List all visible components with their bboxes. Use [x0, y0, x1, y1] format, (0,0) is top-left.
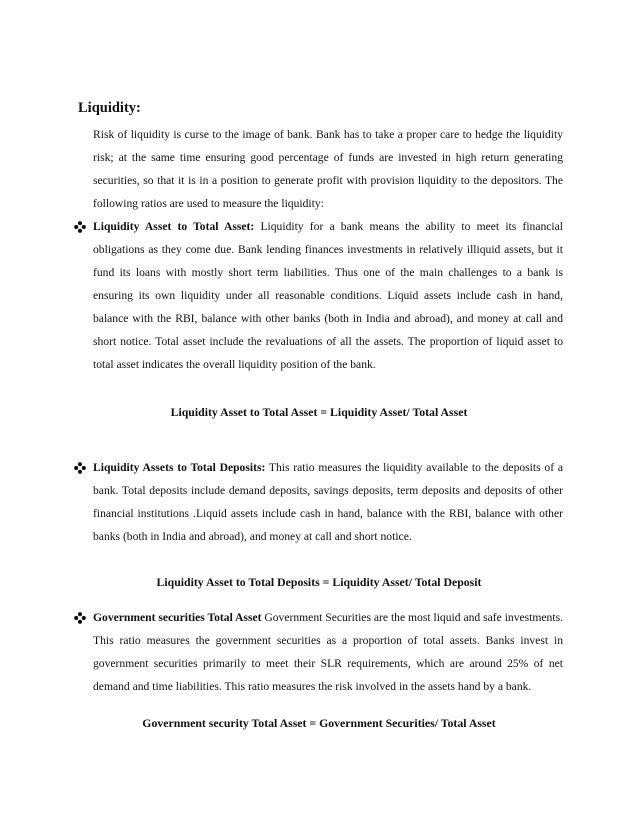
formula-liquidity-asset-total-asset: Liquidity Asset to Total Asset = Liquidity Asset/ Total Asset: [170, 405, 468, 419]
term-label: Liquidity Asset to Total Asset:: [93, 220, 255, 233]
diamond-bullet-icon: [74, 215, 88, 233]
diamond-bullet-icon: [74, 606, 88, 624]
section-body: This ratio measures the liquidity available to the deposits of a bank. Total deposits include demand deposits, savings deposits, term deposits and deposits of other financial institutions .Liquid assets include cash in hand, balance with the RBI, balance with other banks (both in India and abroad), and money at call and short notice.: [93, 461, 563, 543]
section-body: Government Securities are the most liquid and safe investments. This ratio measures the government securities as a proportion of total assets. Banks invest in government securities primarily to meet their SLR requirements, which are around 25% of net demand and time liabilities. This ratio measures the risk involved in the assets hand by a bank.: [93, 611, 563, 693]
formula-liquidity-asset-total-deposits: Liquidity Asset to Total Deposits = Liquidity Asset/ Total Deposit: [156, 575, 482, 589]
diamond-bullet-icon: [74, 456, 88, 474]
section-liquidity-asset-total-asset: [93, 215, 563, 376]
intro-paragraph: Risk of liquidity is curse to the image of bank. Bank has to take a proper care to hedge the liquidity risk; at the same time ensuring good percentage of funds are invested in high return generating securities, so that it is in a position to generate profit with provision liquidity to the depositors. The following ratios are used to measure the liquidity:: [93, 128, 563, 210]
term-label: Liquidity Assets to Total Deposits:: [93, 461, 266, 474]
section-liquidity-assets-total-deposits: [93, 456, 563, 548]
section-heading: Liquidity:: [78, 100, 141, 116]
formula-government-security-total-asset: Government security Total Asset = Government Securities/ Total Asset: [142, 716, 496, 730]
section-body: Liquidity for a bank means the ability to meet its financial obligations as they come due. Bank lending finances investments in relatively illiquid assets, but it fund its loans with mostly short term liabilities. Thus one of the main challenges to a bank is ensuring its own liquidity under all reasonable conditions. Liquid assets include cash in hand, balance with the RBI, balance with other banks (both in India and abroad), and money at call and short notice. Total asset include the revaluations of all the assets. The proportion of liquid asset to total asset indicates the overall liquidity position of the bank.: [93, 220, 564, 371]
term-label: Government securities Total Asset: [93, 611, 262, 624]
section-government-securities-total-asset: [93, 606, 563, 698]
